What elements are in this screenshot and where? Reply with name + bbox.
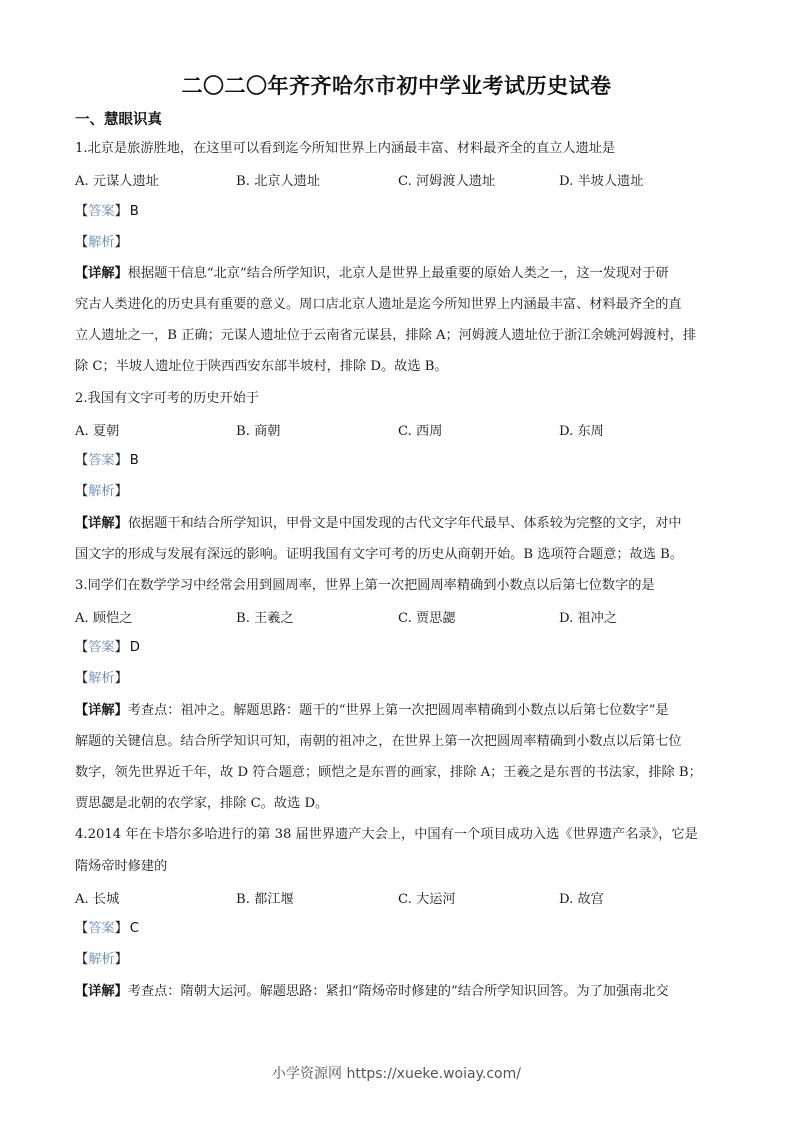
- detail-label: 【详解】: [75, 703, 128, 718]
- detail-label: 【详解】: [75, 984, 128, 999]
- answer-value: B: [129, 453, 139, 468]
- footer-watermark: 小学资源网 https://xueke.woiay.com/: [272, 1066, 521, 1082]
- option-b: B. 王羲之: [236, 611, 294, 626]
- answer-label: 答案: [88, 640, 115, 655]
- option-d: D. 祖冲之: [559, 611, 618, 626]
- detail-2-line-2: 国文字的形成与发展有深远的影响。证明我国有文字可考的历史从商朝开始。B 选项符合题意；故选 B。: [75, 547, 684, 562]
- answer-row-1: 【答案】 B: [75, 204, 139, 219]
- answer-label: 答案: [88, 921, 115, 936]
- analysis-label: 解析: [88, 235, 115, 250]
- answer-row-4: 【答案】 C: [75, 921, 139, 936]
- question-1-stem: 1.北京是旅游胜地，在这里可以看到迄今所知世界上内涵最丰富、材料最齐全的直立人遗址是: [75, 141, 616, 156]
- detail-3-line-1: 【详解】考查点：祖冲之。解题思路：题干的“世界上第一次把圆周率精确到小数点以后第七位数字”是: [75, 703, 669, 718]
- detail-1-line-3: 立人遗址之一，B 正确；元谋人遗址位于云南省元谋县，排除 A；河姆渡人遗址位于浙江余姚河姆渡村，排: [75, 328, 697, 343]
- option-b: B. 商朝: [236, 424, 281, 439]
- question-4-options: [75, 888, 725, 908]
- question-4-stem-line-2: 隋炀帝时修建的: [75, 859, 168, 874]
- option-a: A. 顾恺之: [75, 611, 133, 626]
- option-a: A. 长城: [75, 892, 120, 907]
- answer-label: 答案: [88, 204, 115, 219]
- option-c: C. 河姆渡人遗址: [398, 174, 496, 189]
- option-d: D. 故宫: [559, 892, 604, 907]
- answer-value: D: [129, 640, 140, 655]
- question-1-options: [75, 170, 725, 190]
- detail-1-line-4: 除 C；半坡人遗址位于陕西西安东部半坡村，排除 D。故选 B。: [75, 359, 448, 374]
- question-2-options: [75, 420, 725, 440]
- detail-label: 【详解】: [75, 266, 128, 281]
- question-3-stem: 3.同学们在数学学习中经常会用到圆周率，世界上第一次把圆周率精确到小数点以后第七位数字的是: [75, 578, 655, 593]
- answer-label: 答案: [88, 453, 115, 468]
- answer-row-2: 【答案】 B: [75, 453, 139, 468]
- option-d: D. 东周: [559, 424, 604, 439]
- analysis-label: 解析: [88, 952, 115, 967]
- detail-1-line-2: 究古人类进化的历史具有重要的意义。周口店北京人遗址是迄今所知世界上内涵最丰富、材料最齐全的直: [75, 297, 682, 312]
- option-b: B. 都江堰: [236, 892, 294, 907]
- detail-2-line-1: 【详解】依据题干和结合所学知识，甲骨文是中国发现的古代文字年代最早、体系较为完整的文字，对中: [75, 516, 682, 531]
- analysis-label: 解析: [88, 671, 115, 686]
- option-a: A. 元谋人遗址: [75, 174, 159, 189]
- analysis-row-1: 【解析】: [75, 235, 128, 250]
- detail-3-line-2: 解题的关键信息。结合所学知识可知，南朝的祖冲之，在世界上第一次把圆周率精确到小数点以后第七位: [75, 734, 682, 749]
- option-a: A. 夏朝: [75, 424, 120, 439]
- option-b: B. 北京人遗址: [236, 174, 321, 189]
- analysis-label: 解析: [88, 484, 115, 499]
- analysis-row-4: 【解析】: [75, 952, 128, 967]
- detail-3-line-4: 贾思勰是北朝的农学家，排除 C。故选 D。: [75, 796, 329, 811]
- answer-row-3: 【答案】 D: [75, 640, 140, 655]
- detail-1-line-1: 【详解】根据题干信息“北京”结合所学知识，北京人是世界上最重要的原始人类之一，这一发现对于研: [75, 266, 669, 281]
- analysis-row-2: 【解析】: [75, 484, 128, 499]
- question-3-options: [75, 607, 725, 627]
- answer-value: B: [129, 204, 139, 219]
- option-c: C. 西周: [398, 424, 443, 439]
- detail-3-line-3: 数字，领先世界近千年，故 D 符合题意；顾恺之是东晋的画家，排除 A；王羲之是东晋的书法家，排除 B；: [75, 765, 702, 780]
- option-d: D. 半坡人遗址: [559, 174, 644, 189]
- detail-label: 【详解】: [75, 516, 128, 531]
- answer-value: C: [129, 921, 139, 936]
- analysis-row-3: 【解析】: [75, 671, 128, 686]
- option-c: C. 贾思勰: [398, 611, 456, 626]
- question-2-stem: 2.我国有文字可考的历史开始于: [75, 391, 260, 406]
- option-c: C. 大运河: [398, 892, 456, 907]
- section-heading: 一、慧眼识真: [75, 112, 162, 128]
- page-title: 二〇二〇年齐齐哈尔市初中学业考试历史试卷: [181, 74, 612, 98]
- detail-4-line-1: 【详解】考查点：隋朝大运河。解题思路：紧扣“隋炀帝时修建的”结合所学知识回答。为了加强南北交: [75, 984, 669, 999]
- question-4-stem-line-1: 4.2014 年在卡塔尔多哈进行的第 38 届世界遗产大会上，中国有一个项目成功入选《世界遗产名录》，它是: [75, 827, 698, 842]
